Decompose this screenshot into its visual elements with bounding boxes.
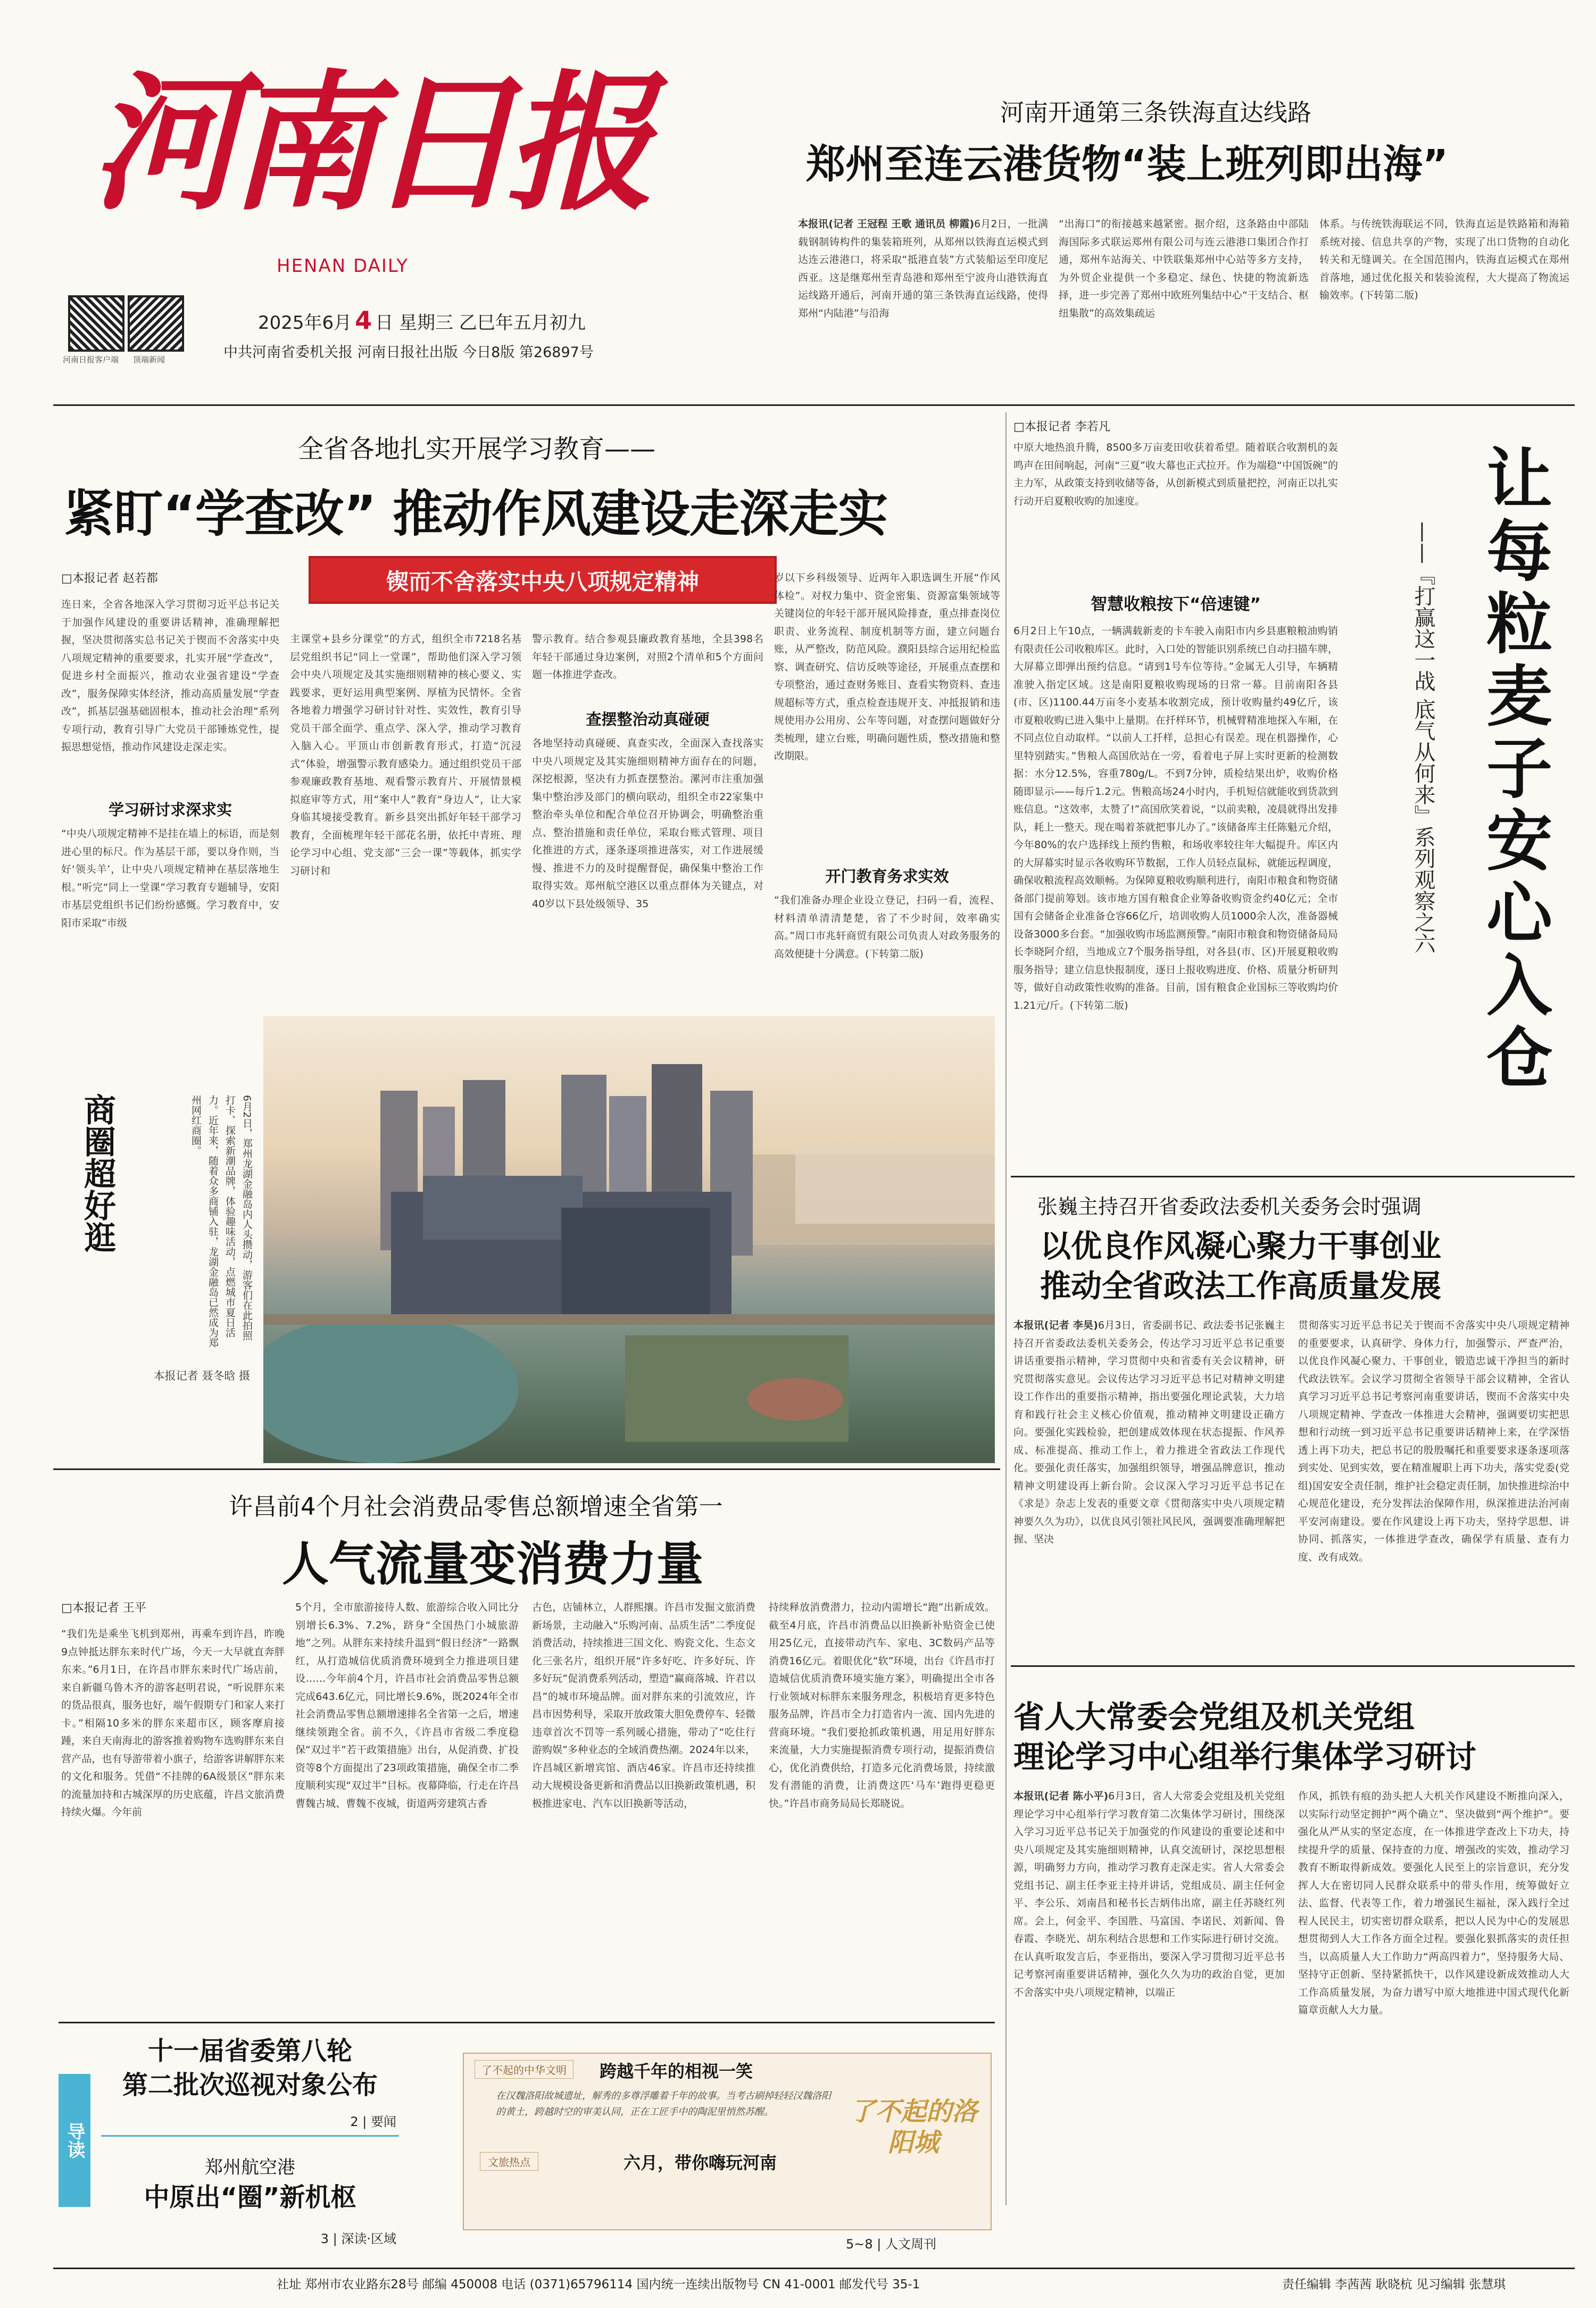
guide-item-1[interactable] bbox=[101, 2026, 399, 2130]
npc-byline: 本报讯(记者 陈小平) bbox=[1013, 1790, 1109, 1802]
photo-skyline bbox=[263, 1016, 995, 1463]
lead-col3-text: 警示教育。结合参观县廉政教育基地，全县398名年轻干部通过身边案例，对照2个清单和5个方面问题一体推进学查改。 bbox=[532, 633, 763, 680]
masthead bbox=[0, 0, 787, 404]
lead-col4 bbox=[774, 569, 1000, 1000]
guide-item-2-title: 中原出“圈”新机枢 bbox=[144, 2182, 356, 2212]
photo-longhu-financial-island bbox=[263, 1016, 995, 1463]
lead-sub4: 开门教育务求实效 bbox=[825, 867, 949, 885]
wheat-col1b-text: 6月2日上午10点，一辆满载新麦的卡车驶入南阳市内乡县惠粮粮油购销有限责任公司收粮库区。此时，入口处的智能识别系统已自动扫描车牌，大屏幕立即弹出预约信息。“请到1号车位等待。”金属无人引导，车辆精准驶入指定区域。这是南阳夏粮收购现场的日常一幕。目前南阳各县(市、区)1100.44万亩冬小麦基本收割完成，预计收购量约49亿斤，该市夏粮收购已进入集中上量期。在扦样环节，机械臂精准地探入车厢，在不同点位自动取样。“以前人工扦样，总担心有误差。现在机器操作，心里特别踏实。”售粮人高国欣站在一旁，看着电子屏上实时更新的检测数据：水分12.5%，容重780g/L。不到7分钟，质检结果出炉，收购价格随即显示——每斤1.2元。售粮高场24小时内，手机短信就能收到货款到账信息。“这效率，太赞了!”高国欣笑着说，“以前卖粮，凌晨就得出发排队，耗上一整天。现在喝着茶就把事儿办了。”该储备库主任陈魁元介绍，今年80%的农户选择线上预约售粮，和场收率较往年大幅提升。库区内的大屏幕实时显示各收购环节数据，工作人员轻点鼠标，就能远程调度，确保收粮流程高效顺畅。为保障夏粮收购顺利进行，南阳市粮食和物资储备部门提前筹划。该市地方国有粮食企业筹备收购资金约40亿元；全市国有会储备企业准备仓容66亿斤，培训收购人员1000余人次，准备器械设备3000多台套。“加强收购市场监测预警。”南阳市粮食和物资储备局局长李晓阿介绍，当地成立7个服务指导组，对各县(市、区)开展夏粮收购服务指导；建立信息快报制度，逐日上报收购进度、价格、质量分析研判等，做好自动政策性收购的准备。目前，国有粮食企业国标三等收购均价1.21元/斤。(下转第二版) bbox=[1013, 625, 1338, 1011]
qr-code-2[interactable] bbox=[128, 295, 184, 352]
guide-item-1-title: 十一届省委第八轮 bbox=[147, 2036, 352, 2066]
top-story-kicker: 河南开通第三条铁海直达线路 bbox=[1000, 98, 1312, 127]
footer-address: 社址 郑州市农业路东28号 邮编 450008 电话 (0371)65796114 国内统一连续出版物号 CN 41-0001 邮发代号 35-1 bbox=[277, 2278, 920, 2292]
footer-editors: 责任编辑 李茜茜 耿晓杭 见习编辑 张慧琪 bbox=[1282, 2278, 1506, 2292]
guide-ref-3: 5~8 | 人文周刊 bbox=[846, 2237, 936, 2252]
culture-box[interactable] bbox=[463, 2053, 992, 2230]
wheat-byline: □本报记者 李若凡 bbox=[1013, 420, 1110, 434]
lead-sub1: 学习研讨求深求实 bbox=[108, 801, 232, 819]
photo-caption bbox=[53, 1016, 261, 1463]
publisher-line: 中共河南省委机关报 河南日报社出版 今日8版 第26897号 bbox=[223, 344, 594, 361]
culture-title: 跨越千年的相视一笑 bbox=[600, 2061, 753, 2081]
lead-byline: □本报记者 赵若都 bbox=[61, 572, 158, 585]
consumer-byline: □本报记者 王平 bbox=[61, 1601, 146, 1615]
wheat-story bbox=[1013, 412, 1577, 1245]
npc-col2: 作风，抓铁有痕的劲头把人大机关作风建设不断推向深入，以实际行动坚定拥护“两个确立”、坚决做到“两个维护”。要强化从严从实的坚定态度，在一体推进学查改上下功夫，持续提升学的质量、保持查的力度、增强改的实效，推动学习教育不断取得新成效。要强化人民至上的宗旨意识，充分发挥人大在密切同人民群众联系中的带头作用，统筹做好立法、监督、代表等工作，着力增强民生福祉，深入践行全过程人民民主，切实密切群众联系，把以人民为中心的发展思想贯彻到人大工作各方面全过程。要强化狠抓落实的责任担当，以高质量人大工作助力“两高四着力”，坚持服务大局、坚持守正创新、坚持紧抓快干，以作风建设新成效推动人大工作高质量发展，为奋力谱写中原大地推进中国式现代化新篇章贡献人大力量。 bbox=[1298, 1790, 1569, 2016]
politics-kicker: 张巍主持召开省委政法委机关委务会时强调 bbox=[1037, 1195, 1422, 1218]
qr-label-2: 顶端新闻 bbox=[133, 355, 165, 364]
top-story-title: 郑州至连云港货物“装上班列即出海” bbox=[806, 142, 1449, 187]
wheat-title: 让每粒麦子安心入仓 bbox=[1475, 444, 1552, 1095]
lead-sub3: 查摆整治动真碰硬 bbox=[586, 710, 710, 728]
lead-kicker: 全省各地扎实开展学习教育—— bbox=[298, 434, 656, 464]
top-story-col1 bbox=[798, 215, 1048, 375]
divider bbox=[53, 404, 1575, 406]
lead-banner: 锲而不舍落实中央八项规定精神 bbox=[309, 556, 777, 604]
culture-tag: 了不起的中华文明 bbox=[475, 2060, 573, 2079]
wheat-col1-text: 中原大地热浪升腾，8500多万亩麦田收获着希望。随着联合收割机的轰鸣声在田间响起，河南“三夏”收大幕也正式拉开。作为端稳“中国饭碗”的主力军，从政策支持到收储等备，从创新模式到质量把控，河南正以扎实行动开启夏粮收购的加速度。 bbox=[1013, 442, 1338, 507]
lead-col1 bbox=[61, 596, 279, 1000]
top-story bbox=[793, 80, 1575, 410]
npc-title-2: 理论学习中心组举行集体学习研讨 bbox=[1013, 1739, 1477, 1775]
divider bbox=[1011, 1176, 1575, 1177]
photo-caption-title: 商圈超好逛 bbox=[79, 1093, 116, 1253]
politics-col2: 贯彻落实习近平总书记关于锲而不舍落实中央八项规定精神的重要要求，认真研学、身体力行，加强警示、严查严治，以优良作风凝心聚力、干事创业，锻造忠诚干净担当的新时代政法铁军。会议学习贯彻全省领导干部会议精神，全省认真学习习近平总书记考察河南重要讲话，锲而不舍落实中央八项规定精神、学查改一体推进大会精神，强调要切实把思想和行动统一到习近平总书记重要讲话精神上来，在学深悟透上再下功夫，把总书记的殷殷嘱托和重要要求逐条逐项落到实处、见到实效，要在精准履职上再下功夫，落实党委(党组)国安安全责任制，维护社会稳定责任制，加快推进综治中心规范化建设，充分发挥法治保障作用，纵深推进法治河南平安河南建设。要在作风建设上再下功夫，坚持学思想、讲协同、抓落实，一体推进学查改，确保学有质量、查有力度、改有成效。 bbox=[1298, 1319, 1569, 1563]
consumer-story bbox=[53, 1471, 1000, 2019]
guide-item-2-kicker: 郑州航空港 bbox=[205, 2157, 295, 2178]
lead-col4-text: 岁以下乡科级领导、近两年入职选调生开展“作风体检”。对权力集中、资金密集、资源富集领域等关键岗位的年轻干部开展风险排查，重点排查岗位职责、业务流程、制度机制等方面，建立问题台账，从严整改，防范风险。濮阳县综合运用纪检监察、调查研究、信访反映等途径，开展重点查摆和专项整治，通过查财务账目、查看实物资料、查违规超标等方式，重点检查违规开支、冲抵报销和违规使用办公用房、公车等问题，对查摆问题做好分类梳理，建立台账，明确问题性质，整改措施和整改期限。 bbox=[774, 572, 1000, 762]
guide-item-2[interactable] bbox=[101, 2143, 399, 2249]
wenlv-tag: 文旅热点 bbox=[480, 2152, 538, 2171]
guide-label: 导读 bbox=[59, 2074, 90, 2207]
lead-col2: 主课堂+县乡分课堂”的方式，组织全市7218名基层党组织书记“同上一堂课”，帮助他们深入学习领会中央八项规定及其实施细则精神的核心要义、实践要求，更好运用典型案例、厚植为民情怀。全省各地着力增强学习研讨针对性、实效性，教育引导党员干部全面学、重点学、深入学，推动学习教育入脑入心。平顶山市创新教育形式，打造“沉浸式”体验，增强警示教育感染力。通过组织党员干部参观廉政教育基地、观看警示教育片、开展情景模拟庭审等方式，用“案中人”教育“身边人”，让大家身临其境接受教育。新乡县突出抓好年轻干部学习教育，全面梳理年轻干部花名册，依托中青班、理论学习中心组、党支部“三会一课”等载体，抓实学习研讨和 bbox=[290, 633, 521, 877]
consumer-col1: “我们先是乘坐飞机到郑州，再乘车到许昌，昨晚9点钟抵达胖东来时代广场，今天一大早就直奔胖东来。”6月1日，在许昌市胖东来时代广场店前，来自新疆乌鲁木齐的游客赵明君说，“听说胖东来的货品很真，服务也好，端午假期专门和家人来打卡。”相隔10多米的胖东来超市区，顾客摩肩接踵，来自天南海北的游客推着购物车选购胖东来自营产品，也有导游带着小旗子，给游客讲解胖东来的文化和服务。凭借“不挂牌的6A级景区”胖东来的流量加持和古城深厚的历史底蕴，许昌文旅消费持续火爆。今年前 bbox=[61, 1628, 285, 1818]
lead-col3 bbox=[532, 630, 763, 1000]
npc-col1-text: 6月3日，省人大常委会党组及机关党组理论学习中心组举行学习教育第二次集体学习研讨，围绕深入学习习近平总书记关于加强党的作风建设的重要论述和中央八项规定及其实施细则精神，认真交流研讨，深挖思想根源，明确努力方向，推动学习教育走深走实。省人大常委会党组书记、副主任李亚主持并讲话，党组成员、副主任何金平、李公乐、刘南昌和秘书长吉炳伟出席，副主任苏晓红列席。会上，何金平、李国胜、马富国、李诺民、刘新闻、鲁春霞、李晓光、胡东利结合思想和工作实际进行研讨交流。在认真听取发言后，李亚指出，要深入学习贯彻习近平总书记考察河南重要讲话精神，强化久久为功的政治自觉，更加不舍落实中央八项规定精神，以端正 bbox=[1013, 1790, 1285, 1998]
lead-title: 紧盯“学查改” 推动作风建设走深走实 bbox=[64, 485, 888, 543]
divider bbox=[53, 1468, 1000, 1470]
photo-credit: 本报记者 聂冬晗 摄 bbox=[153, 1369, 250, 1382]
photo-caption-text: 6月2日，郑州龙湖金融岛内人头攒动，游客们在此拍照打卡、探索新潮品牌，体验趣味活动，点燃城市夏日活力。近年来，随着众多商铺入驻，龙湖金融岛已然成为郑州网红商圈。 bbox=[190, 1095, 253, 1348]
politics-byline: 本报讯(记者 李昊) bbox=[1013, 1319, 1098, 1331]
politics-title-1: 以优良作风凝心聚力干事创业 bbox=[1040, 1228, 1442, 1264]
politics-col1-text: 6月3日，省委副书记、政法委书记张巍主持召开省委政法委机关委务会，传达学习习近平总书记重要讲话重要指示精神，学习贯彻中央和省委有关会议精神，研究贯彻落实意见。会议传达学习习近平总书记对精神文明建设工作作出的重要指示精神，指出要强化理论武装，大力培育和践行社会主义核心价值观，推动精神文明建设正确方向。要强化实践检验，把创建成效体现在状态提振、作风养成、标准提高、推动工作上，着力推进全省政法工作现代化。要强化责任落实，加强组织领导，增强品牌意识，推动精神文明建设再上新台阶。会议深入学习习近平总书记在《求是》杂志上发表的重要文章《贯彻落实中央八项规定精神要久久为功》，以优良风引领社风民风，强调要准确理解把握、坚决 bbox=[1013, 1319, 1285, 1545]
guide-item-2-ref: 3 | 深读·区域 bbox=[320, 2231, 396, 2246]
divider bbox=[1005, 412, 1007, 2205]
politics-title-2: 推动全省政法工作高质量发展 bbox=[1040, 1268, 1442, 1304]
culture-text: 在汉魏洛阳故城遗址，解秀的多尊浮雕着千年的故事。当考古刷掉轻轻汉魏洛阳的黄土，跨越时空的审美认同，正在工匠手中的陶泥里悄然苏醒。 bbox=[496, 2090, 831, 2118]
top-story-col3: 体系。与传统铁海联运不同，铁海直运是铁路箱和海箱系统对接、信息共享的产物，实现了出口货物的自动化转关和无缝调关。在全国范围内，铁海直运模式在郑州首落地，通过优化报关和装验流程，大大提高了物流运输效率。(下转第二版) bbox=[1319, 218, 1569, 301]
lead-story bbox=[53, 412, 1000, 1008]
lead-col1b-text: “中央八项规定精神不是挂在墙上的标语，而是刻进心里的标尺。作为基层干部，要以身作则，当好‘领头羊’，让中央八项规定精神在基层落地生根。”听完“同上一堂课”学习教育专题辅导，安阳市基层党组织书记们纷纷感慨。学习教育中，安阳市采取“市级 bbox=[61, 828, 279, 929]
consumer-col3: 古色，店铺林立，人群熙攘。许昌市发掘文旅消费新场景，主动融入“乐购河南、品质生活”二季度促消费活动，持续推进三国文化、购瓷文化、生态文化三张名片，组织开展“许多好吃、许多好玩、许多好玩”促消费系列活动，塑造“赢商落城、许君以昌”的城市环境品牌。面对胖东来的引流效应，许昌市因势利导，采取开放政策大胆免费停车、轻微违章首次不罚等一系列暖心措施，带动了“吃住行游购娱”多种业态的全域消费热潮。2024年以来，许昌城区新增宾馆、酒店46家。许昌市还持续推动大规模设备更新和消费品以旧换新政策机遇，积极推进家电、汽车以旧换新等活动， bbox=[532, 1601, 755, 1809]
guide-divider bbox=[101, 2135, 399, 2137]
politics-story bbox=[1013, 1178, 1577, 1663]
lead-col4b-text: “我们准备办理企业设立登记，扫码一看，流程、材料清单清清楚楚，省了不少时间，效率确实高。”周口市兆轩商贸有限公司负责人对政务服务的高效便捷十分满意。(下转第二版) bbox=[774, 894, 1000, 960]
consumer-kicker: 许昌前4个月社会消费品零售总额增速全省第一 bbox=[229, 1492, 723, 1521]
issue-date-suffix: 日 星期三 乙巳年五月初九 bbox=[375, 312, 586, 334]
guide-item-1-ref: 2 | 要闻 bbox=[350, 2114, 396, 2129]
guide-box bbox=[59, 2022, 995, 2263]
lead-col1-text: 连日来，全省各地深入学习贯彻习近平总书记关于加强作风建设的重要讲话精神，准确理解把握，坚决贯彻落实总书记关于锲而不舍落实中央八项规定精神的重要要求，扎实开展“学查改”，促进乡村全面振兴，推动农业强省建设“学查改”，服务保障实体经济，推动高质量发展“学查改”，抓基层强基础固根本，推动社会治理“系列专项行动，教育引导广大党员干部锤炼党性，提振思想觉悟，推动作风建设走深走实。 bbox=[61, 599, 279, 753]
consumer-title: 人气流量变消费力量 bbox=[282, 1537, 704, 1591]
wheat-col1 bbox=[1013, 439, 1338, 1237]
wenlv-title: 六月，带你嗨玩河南 bbox=[624, 2153, 777, 2173]
consumer-col2: 5个月，全市旅游接待人数、旅游综合收入同比分别增长6.3%、7.2%，跻身“全国热门小城旅游地”之列。从胖东来持续升温到“假日经济”一路飘红，从打造城信优质消费环境到全力推进项目建设……今年前4个月，许昌市社会消费品零售总额完成643.6亿元，同比增长9.6%，既2024年全市社会消费品零售总额增速排名全省第一之后，增速继续领跑全省。前不久，《许昌市省级二季度稳保“双过半”若干政策措施》出台，从促消费、扩投资等8个方面提出了23项政策措施，确保全市二季度顺利实现“双过半”目标。夜幕降临，行走在许昌曹魏古城、曹魏不夜城，街道两旁建筑古香 bbox=[295, 1601, 519, 1809]
issue-date bbox=[258, 306, 586, 335]
politics-col1 bbox=[1013, 1317, 1285, 1657]
issue-date-day: 4 bbox=[355, 306, 372, 335]
qr-code-1[interactable] bbox=[68, 295, 124, 352]
top-story-col2: “出海口”的衔接越来越紧密。据介绍，这条路由中部陆海国际多式联运郑州有限公司与连云港港口集团合作打通，郑州车站海关、中铁联集郑州中心站等多方支持，为外贸企业提供一个多稳定、绿色、快捷的物流新选择，进一步完善了郑州中欧班列集结中心“干支结合、枢纽集散”的高效集疏运 bbox=[1059, 218, 1309, 319]
footer-rule bbox=[53, 2268, 1575, 2269]
wheat-subtitle: ——『打赢这一战 底气从何来』系列观察之六 bbox=[1411, 521, 1435, 954]
top-story-byline: 本报讯(记者 王冠程 王歌 通讯员 柳霞) bbox=[798, 218, 975, 230]
top-story-col1-text: 6月2日，一批满载钢制铸构件的集装箱班列，从郑州以铁海直运模式到达连云港港口，将采取“抵港直装”方式装船运至印度尼西亚。这是继郑州至青岛港和郑州至宁波舟山港铁海直运线路开通后，河南开通的第三条铁海直运线路，使得郑州“内陆港”与沿海 bbox=[798, 218, 1048, 319]
masthead-english: HENAN DAILY bbox=[277, 255, 409, 277]
npc-col1 bbox=[1013, 1788, 1285, 2208]
masthead-title: 河南日报 bbox=[90, 56, 644, 231]
guide-item-1-title2: 第二批次巡视对象公布 bbox=[122, 2070, 378, 2100]
wheat-sub1: 智慧收粮按下“倍速键” bbox=[1091, 595, 1261, 614]
lead-col3b-text: 各地坚持动真碰硬、真查实改，全面深入查找落实中央八项规定及其实施细则精神方面存在的问题，深挖根源，坚决有力抓查摆整治。漯河市注重加强集中整治涉及部门的横向联动，组织全市22家集中整治牵头单位和配合单位召开协调会，明确整治重点、整治措施和责任单位，采取台账式管理、项目化推进的方式，逐条逐项推进落实，对工作进展缓慢、推进不力的及时提醒督促，确保集中整治工作取得实效。郑州航空港区以重点群体为关键点，对40岁以下县处级领导、35 bbox=[532, 737, 763, 910]
issue-date-month: 2025年6月 bbox=[258, 312, 352, 334]
npc-title-1: 省人大常委会党组及机关党组 bbox=[1013, 1699, 1415, 1735]
consumer-col4: 持续释放消费潜力，拉动内需增长“跑”出新成效。截至4月底，许昌市消费品以旧换新补贴资金已使用25亿元，直接带动汽车、家电、3C数码产品等消费16亿元。着眼优化“软”环境，出台《许昌市打造城信优质消费环境实施方案》，明确提出全市各行业领域对标胖东来服务理念，积极培育更多特色服务品牌，许昌市全力打造省内一流、国内先进的营商环境。“我们要抢抓政策机遇，用足用好胖东来流量，大力实施提振消费专项行动，提振消费信心，优化消费供给，打造多元化消费场景，持续激发有潜能的消费，让消费这匹‘马车’跑得更稳更快。”许昌市商务局局长郑晓说。 bbox=[769, 1601, 995, 1809]
npc-story bbox=[1013, 1668, 1577, 2211]
qr-label-1: 河南日报客户端 bbox=[63, 355, 119, 364]
divider bbox=[1011, 1665, 1575, 1667]
culture-logo: 了不起的洛阳城 bbox=[849, 2097, 977, 2157]
